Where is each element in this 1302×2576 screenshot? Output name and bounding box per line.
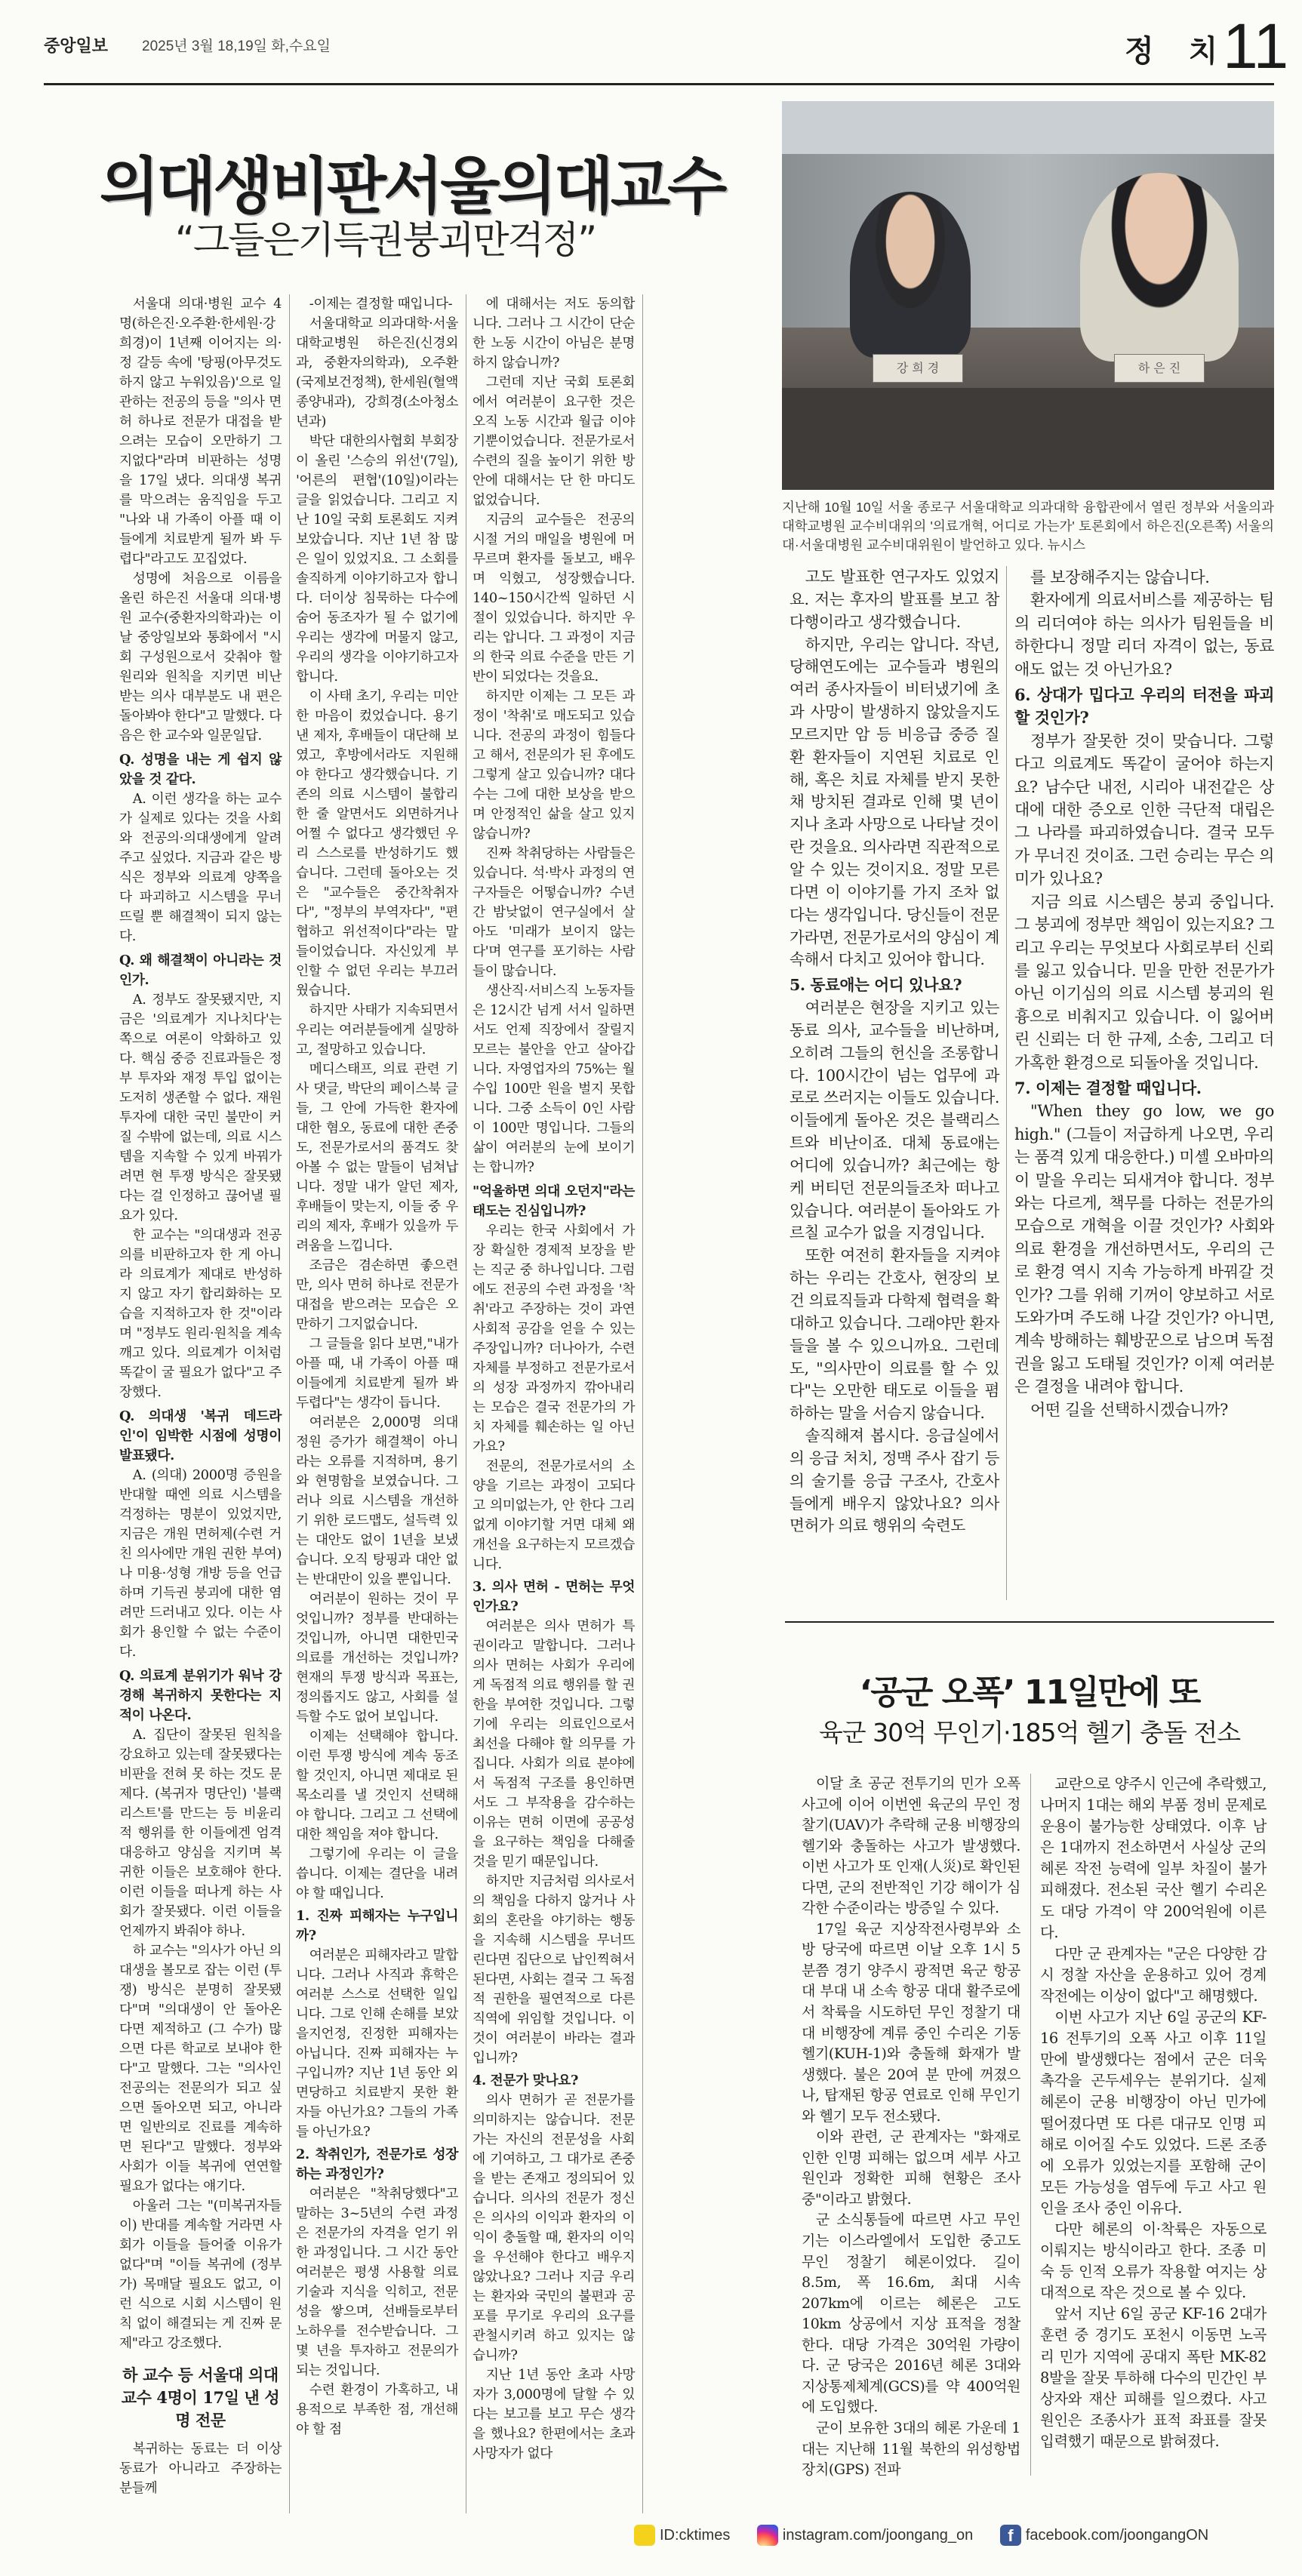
numbered-heading: 6. 상대가 밉다고 우리의 터전을 파괴할 것인가?: [1014, 685, 1274, 728]
paragraph: A. 집단이 잘못된 원칙을 강요하고 있는데 잘못됐다는 비판을 전혀 못 하는 것도 문제다. (복귀자 명단인) '블랙리스트'를 만드는 등 비윤리적 행위를 한 이들에겐 엄격 대응하고 양심을 지키며 복귀한 이들은 보호해야 한다. 이런 이들을 떠나게 하는 사회가 잘못됐다. 이런 이들을 언제까지 봐줘야 하나.: [119, 1727, 282, 1939]
paragraph: 여러분은 "착취당했다"고 말하는 3~5년의 수련 과정은 전문가의 자격을 얻기 위한 과정입니다. 그 시간 동안 여러분은 평생 사용할 의료 기술과 지식을 익히고, 전문성을 쌓으며, 선배들로부터 노하우를 전수받습니다. 그 몇 년을 투자하고 전문의가 되는 것입니다.: [296, 2186, 458, 2378]
column-divider: [1030, 1774, 1031, 2476]
article-column-3: [472, 294, 635, 2464]
sub-article: [785, 1621, 1274, 2489]
name-plate-left: 강 희 경: [873, 354, 963, 383]
main-headline: 의대생비판서울의대교수: [100, 150, 725, 223]
sub-article-column-1: [802, 1774, 1020, 2481]
paragraph: 성명에 처음으로 이름을 올린 하은진 서울대 의대·병원 교수(중환자의학과)는 이날 중앙일보와 통화에서 "시회 구성원으로서 갖춰야 할 원리와 원칙을 지키면 비난받는 의사 대부분도 내 편은 돌아봐야 한다"고 말했다. 다음은 한 교수와 일문일답.: [119, 571, 282, 743]
sub-article-column-2: [1040, 1774, 1267, 2452]
question-line: Q. 성명을 내는 게 쉽지 않았을 것 같다.: [119, 752, 282, 787]
paragraph: 그런데 지난 국회 토론회에서 여러분이 요구한 것은 오직 노동 시간과 월급 이야기뿐이었습니다. 전문가로서 수련의 질을 높이기 위한 방안에 대해서는 단 한 마디도 없었습니다.: [472, 374, 635, 508]
paragraph: 다만 헤론의 이·착륙은 자동으로 이뤄지는 방식이라고 한다. 조종 미숙 등 인적 오류가 작용할 여지는 상대적으로 작은 것으로 볼 수 있다.: [1040, 2220, 1267, 2302]
sub-article-subhead: 육군 30억 무인기·185억 헬기 충돌 전소: [818, 1718, 1241, 1747]
paragraph: A. 정부도 잘못됐지만, 지금은 '의료계가 지나치다'는 쪽으로 여론이 악화하고 있다. 핵심 중증 진료과들은 정부 투자와 재정 투입 없이는 도저히 생존할 수 없다. 재원 투자에 대한 국민 불만이 커질 수밖에 없는데, 의료 시스템을 지속할 수 있게 바꿔가려면 현 투쟁 방식은 잘못됐다는 걸 인정하고 끊어낼 필요가 있다.: [119, 992, 282, 1223]
paragraph: 하지만 지금처럼 의사로서의 책임을 다하지 않거나 사회의 혼란을 야기하는 행동을 지속해 시스템을 무너뜨린다면 집단으로 납인찍혀서 된다면, 사회는 결국 그 독점적 권한을 필연적으로 다른 직역에 위임할 것입니다. 이것이 여러분이 바라는 결과입니까?: [472, 1873, 635, 2066]
paragraph: 하지만 이제는 그 모든 과정이 '착취'로 매도되고 있습니다. 전공의 과정이 힘들다고 해서, 전문의가 된 후에도 그렇게 살고 있습니까? 대다수는 그에 대한 보상을 받으며 안정적인 삶을 살고 있지 않습니까?: [472, 688, 635, 842]
column-divider: [642, 294, 643, 2513]
column-divider: [289, 294, 290, 2513]
paragraph: 의사 면허가 곧 전문가를 의미하지는 않습니다. 전문가는 자신의 전문성을 사회에 기여하고, 그 대가로 존중을 받는 존재고 정의되어 있습니다. 의사의 전문가 정신은 의사의 이익과 환자의 이익이 충돌할 때, 환자의 이익을 우선해야 한다고 배우지 않았나요? 그러나 지금 우리는 환자와 국민의 불편과 공포를 무기로 우리의 요구를 관철시키려 하고 있지는 않습니까?: [472, 2092, 635, 2363]
paragraph: 우리는 한국 사회에서 가장 확실한 경제적 보장을 받는 직군 중 하나입니다. 그럼에도 전공의 수련 과정을 '착취'라고 주장하는 것이 과연 사회적 공감을 얻을 수 있는 주장입니까? 더나아가, 수련 자체를 부정하고 전문가로서의 성장 과정까지 깎아내리는 모습은 결국 전문가의 가치 자체를 훼손하는 일 아닌가요?: [472, 1223, 635, 1454]
page-header: [44, 11, 1289, 82]
paragraph: 여러분은 2,000명 의대 정원 증가가 해결책이 아니라는 오류를 지적하며, 용기와 현명함을 보였습니다. 그러나 의료 시스템을 개선하기 위한 로드맵도, 설득력 있는 대안도 없이 1년을 보냈습니다. 오직 탕핑과 대안 없는 반대만이 있을 뿐입니다.: [296, 1414, 458, 1587]
paragraph: 또한 여전히 환자들을 지켜야 하는 우리는 간호사, 현장의 보건 의료직들과 다학제 협력을 확대하고 있습니다. 그래야만 환자들을 볼 수 있으니까요. 그런데도, "의사만이 의료를 할 수 있다"는 오만한 태도로 이들을 폄하하는 말을 서슴지 않습니다.: [790, 1246, 999, 1423]
paragraph: 정부가 잘못한 것이 맞습니다. 그렇다고 의료계도 똑같이 굴어야 하는지요? 남수단 내전, 시리아 내전같은 상대에 대한 증오로 인한 극단적 대립은 그 나라를 파괴하였습니다. 결국 모두가 무너진 것이죠. 그런 승리는 무슨 의미가 있나요?: [1014, 731, 1274, 888]
paragraph: 환자에게 의료서비스를 제공하는 팀의 리더여야 하는 의사가 팀원들을 비하한다니 정말 리더 자격이 없는, 동료애도 없는 것 아닌가요?: [1014, 591, 1274, 679]
kakaotalk-icon: [634, 2525, 655, 2546]
paragraph: 여러분은 의사 면허가 특권이라고 말합니다. 그러나 의사 면허는 사회가 우리에게 독점적 의료 행위를 할 권한을 부여한 것입니다. 그렇기에 우리는 의료인으로서 최선을 다해야 할 의무를 가집니다. 사회가 의료 분야에서 독점적 구조를 용인하면서도 그 부작용을 감수하는 이유는 면허 이면에 공공성을 요구하는 책임을 다해줄 것을 믿기 때문입니다.: [472, 1618, 635, 1870]
article-column-2: [296, 294, 458, 2439]
sub-article-headline: ‘공군 오폭’ 11일만에 또: [859, 1673, 1200, 1712]
instagram-link[interactable]: instagram.com/joongang_on: [782, 2526, 974, 2544]
paragraph: 를 보장해주지는 않습니다.: [1030, 568, 1210, 586]
photo-person-left: [850, 192, 971, 358]
paragraph: 17일 육군 지상작전사령부와 소방 당국에 따르면 이날 오후 1시 5분쯤 경기 양주시 광적면 육군 항공대 부대 내 소속 항공 대대 활주로에서 착륙을 시도하던 무인 정찰기 대대 비행장에 계류 중인 수리온 기동헬기(KUH-1)와 충돌해 화재가 발생했다. 불은 20여 분 만에 꺼졌으나, 탑재된 항공 연료로 인해 무인기와 헬기 모두 전소됐다.: [802, 1920, 1020, 2125]
paragraph: 서울대 의대·병원 교수 4명(하은진·오주환·한세원·강희경)이 1년째 이어지는 의·정 갈등 속에 '탕핑(아무것도 하지 않고 누워있음)'으로 일관하는 전공의 등을 "의사 면허 하나로 전문가 대접을 받으려는 모습이 오만하기 그지없다"라며 비판하는 성명을 17일 냈다. 의대생 복귀를 막으려는 움직임을 두고 "나와 내 가족이 아플 때 이들에게 치료받게 될까 봐 두렵다"라고도 꼬집었다.: [119, 296, 282, 567]
article-column-1: [119, 294, 282, 2498]
page-number: 11: [1223, 11, 1289, 82]
paragraph: 교란으로 양주시 인근에 추락했고, 나머지 1대는 해외 부품 정비 문제로 운용이 불가능한 상태였다. 이후 남은 1대까지 전소하면서 사실상 군의 헤론 작전 능력에 일부 차질이 불가피해졌다. 전소된 국산 헬기 수리온도 대당 가격이 약 200억원에 이른다.: [1040, 1775, 1267, 1941]
paragraph: 한 교수는 "의대생과 전공의를 비판하고자 한 게 아니라 의료계가 제대로 반성하지 않고 자기 합리화하는 모습을 지적하고자 한 것"이라며 "정부도 원리·원칙을 계속 깨고 있다. 의료계가 이처럼 똑같이 굴 필요가 없다"고 주장했다.: [119, 1227, 282, 1400]
question-line: Q. 의료계 분위기가 워낙 강경해 복귀하지 못한다는 지적이 나온다.: [119, 1668, 282, 1723]
numbered-heading: 1. 진짜 피해자는 누구입니까?: [296, 1908, 458, 1944]
paragraph: 이번 사고가 지난 6일 공군의 KF-16 전투기의 오폭 사고 이후 11일 만에 발생했다는 점에서 군은 더욱 촉각을 곤두세우는 분위기다. 실제 헤론이 군용 비행장이 아닌 민가에 떨어졌다면 또 다른 대규모 인명 피해로 이어질 수도 있었다. 드론 조종에 오류가 있었는지를 포함해 군이 모든 가능성을 염두에 두고 사고 원인을 조사 중인 이유다.: [1040, 2008, 1267, 2217]
paragraph: 박단 대한의사협회 부회장이 올린 '스승의 위선'(7일), '어른의 편협'(10일)이라는 글을 읽었습니다. 그리고 지난 10일 국회 토론회도 지켜보았습니다. 지난 1년 참 많은 일이 있었지요. 그 소회를 솔직하게 이야기하고자 합니다. 더이상 침묵하는 다수에 숨어 동조자가 될 수 없기에 우리는 생각에 머물지 않고, 우리의 생각을 이야기하고자 합니다.: [296, 433, 458, 685]
paragraph: 솔직해져 봅시다. 응급실에서의 응급 처치, 정맥 주사 잡기 등의 술기를 응급 구조사, 간호사들에게 배우지 않았나요? 의사 면허가 의료 행위의 숙련도: [790, 1426, 999, 1535]
paragraph: A. (의대) 2000명 증원을 반대할 때엔 의료 시스템을 걱정하는 명분이 있었지만, 지금은 개원 면허제(수련 거친 의사에만 개원 권한 부여)나 미용·성형 개방 등을 언급하며 기득권 붕괴에 대한 염려만 드러내고 있다. 이는 사회가 용인할 수 없는 수준이다.: [119, 1467, 282, 1660]
photo-caption: 지난해 10월 10일 서울 종로구 서울대학교 의과대학 융합관에서 열린 정부와 서울의과대학교병원 교수비대위의 '의료개혁, 어디로 가는가' 토론회에서 하은진(오른쪽) 서울의대·서울대병원 교수비대위원이 발언하고 있다. 뉴시스: [782, 500, 1274, 552]
question-line: Q. 왜 해결책이 아니라는 것인가.: [119, 953, 282, 988]
page-footer: [634, 2525, 1276, 2555]
kakao-id[interactable]: ID:cktimes: [660, 2526, 731, 2544]
article-column-5: [1014, 566, 1274, 1421]
numbered-heading: 4. 전문가 맞나요?: [472, 2073, 579, 2088]
paragraph: 지금 의료 시스템은 붕괴 중입니다. 그 붕괴에 정부만 책임이 있는지요? 그리고 우리는 무엇보다 사회로부터 신뢰를 잃고 있습니다. 믿을 만한 전문가가 아닌 이기심의 의료 시스템 붕괴의 원흉으로 비춰지고 있습니다. 이 잃어버린 신뢰는 더 한 규제, 소송, 그리고 더 가혹한 환경으로 되돌아올 것입니다.: [1014, 892, 1274, 1072]
photo-desk: [782, 388, 1274, 490]
paragraph: 여러분은 피해자라고 말합니다. 그러나 사직과 휴학은 여러분 스스로 선택한 일입니다. 그로 인해 손해를 보았을지언정, 진정한 피해자는 아닙니다. 진짜 피해자는 누구입니까? 지난 1년 동안 외면당하고 치료받지 못한 환자들 아닌가요? 그들의 가족들 아닌가요?: [296, 1947, 458, 2140]
numbered-heading: 5. 동료애는 어디 있나요?: [790, 976, 962, 995]
paragraph: 그렇기에 우리는 이 글을 씁니다. 이제는 결단을 내려야 할 때입니다.: [296, 1846, 458, 1901]
paragraph: "When they go low, we go high." (그들이 저급하게 나오면, 우리는 품격 있게 대응한다.) 미셸 오바마의 이 말을 우리는 되새겨야 합니다. 정부와는 다르게, 책무를 다하는 전문가의 모습으로 개혁을 이끌 것인가? 사회와 의료 환경을 개선하면서도, 우리의 근로 환경 역시 지속 가능하게 바꿔갈 것인가? 그를 위해 기꺼이 양보하고 서로 도와가며 주도해 나갈 것인가? 아니면, 계속 방해하는 훼방꾼으로 남으며 독점권을 잃고 도태될 것인가? 이제 여러분은 결정을 내려야 합니다.: [1014, 1102, 1274, 1396]
paragraph: 메디스태프, 의료 관련 기사 댓글, 박단의 페이스북 글들, 그 안에 가득한 환자에 대한 혐오, 동료에 대한 존중도, 전문가로서의 품격도 찾아볼 수 없는 말들이 넘쳐납니다. 정말 내가 알던 제자, 후배들이 맞는지, 이들 중 우리의 제자, 후배가 있을까 두려움을 느낍니다.: [296, 1061, 458, 1254]
section-label: 정 치: [1125, 34, 1230, 69]
paragraph: A. 이런 생각을 하는 교수가 실제로 있다는 것을 사회와 전공의·의대생에게 알려주고 싶었다. 지금과 같은 방식은 정부와 의료계 양쪽을 다 파괴하고 시스템을 무너뜨릴 뿐 해결책이 되지 않는다.: [119, 791, 282, 944]
photo-screen: [782, 101, 1274, 154]
name-plate-right: 하 은 진: [1114, 354, 1205, 383]
paragraph: 군이 보유한 3대의 헤론 가운데 1대는 지난해 11월 북한의 위성항법장치(GPS) 전파: [802, 2419, 1020, 2479]
paragraph: 이제는 선택해야 합니다. 이런 투쟁 방식에 계속 동조할 것인지, 아니면 제대로 된 목소리를 낼 것인지 선택해야 합니다. 그리고 그 선택에 대한 책임을 져야 합니다.: [296, 1728, 458, 1842]
paragraph: 이달 초 공군 전투기의 민가 오폭 사고에 이어 이번엔 육군의 무인 정찰기(UAV)가 추락해 군용 비행장의 헬기와 충돌하는 사고가 발생했다. 이번 사고가 또 인재(人災)로 확인된다면, 군의 전반적인 기강 해이가 심각한 수준이라는 방증일 수 있다.: [802, 1775, 1020, 1917]
paragraph: 하지만 사태가 지속되면서 우리는 여러분들에게 실망하고, 절망하고 있습니다.: [296, 1002, 458, 1057]
paragraph: 군 소식통들에 따르면 사고 무인기는 이스라엘에서 도입한 중고도 무인 정찰기 헤론이었다. 길이 8.5m, 폭 16.6m, 최대 시속 207km에 이르는 헤론은 고도 10km 상공에서 지상 표적을 정찰한다. 대당 가격은 30억원 가량이다. 군 당국은 2016년 헤론 3대와 지상통제체계(GCS)를 약 400억원에 도입했다.: [802, 2211, 1020, 2416]
paragraph: 생산직·서비스직 노동자들은 12시간 넘게 서서 일하면서도 언제 직장에서 잘릴지 모르는 불안을 안고 살아갑니다. 자영업자의 75%는 월수입 100만 원을 벌지 못합니다. 그중 소득이 0인 사람이 100만 명입니다. 그들의 삶이 여러분의 눈에 보이기는 합니까?: [472, 983, 635, 1175]
paragraph: 지난 1년 동안 초과 사망자가 3,000명에 달할 수 있다는 보고를 보고 무슨 생각을 했나요? 한편에서는 초과 사망자가 없다: [472, 2367, 635, 2461]
paragraph: 이와 관련, 군 관계자는 "화재로 인한 인명 피해는 없으며 세부 사고 원인과 정확한 피해 현황은 조사 중"이라고 밝혔다.: [802, 2128, 1020, 2208]
paragraph: 여러분이 원하는 것이 무엇입니까? 정부를 반대하는 것입니까, 아니면 대한민국 의료를 개선하는 것입니까? 현재의 투쟁 방식과 목표는, 정의롭지도 않고, 사회를 설득할 수도 없어 보입니다.: [296, 1591, 458, 1725]
header-rule: [44, 83, 1274, 85]
question-line: Q. 의대생 '복귀 데드라인'이 임박한 시점에 성명이 발표됐다.: [119, 1408, 282, 1463]
article-photo: [782, 101, 1274, 490]
numbered-heading: 7. 이제는 결정할 때입니다.: [1014, 1078, 1202, 1097]
paragraph: 서울대학교 의과대학·서울대학교병원 하은진(신경외과, 중환자의학과), 오주환(국제보건정책), 한세원(혈액종양내과), 강희경(소아청소년과): [296, 315, 458, 429]
main-subhead: “그들은기득권붕괴만걱정”: [175, 218, 596, 262]
paragraph: 하 교수는 "의사가 아닌 의대생을 볼모로 잡는 이런 (투쟁) 방식은 분명히 잘못됐다"며 "의대생이 안 돌아온다면 제적하고 (그 수가) 많으면 다른 학교로 보내야 한다"고 말했다. 그는 "의사인 전공의는 전문의가 되고 싶으면 돌아오면 되고, 아니라면 일반의로 진료를 계속하면 된다"고 말했다. 정부와 사회가 이들 복귀에 연연할 필요가 없다는 얘기다.: [119, 1943, 282, 2194]
facebook-link[interactable]: facebook.com/joongangON: [1025, 2526, 1209, 2544]
paragraph: 조금은 겸손하면 좋으련만, 의사 면허 하나로 전문가 대접을 받으려는 모습은 오만하기 그지없습니다.: [296, 1257, 458, 1332]
facebook-icon: f: [1000, 2525, 1021, 2546]
paragraph: 전문의, 전문가로서의 소양을 기르는 과정이 고되다고 의미없는가, 안 한다 그리 없게 이야기할 거면 대체 왜 개선을 요구하는지 모르겠습니다.: [472, 1458, 635, 1572]
issue-date: 2025년 3월 18,19일 화,수요일: [142, 38, 331, 54]
instagram-icon: [757, 2525, 778, 2546]
numbered-heading: 3. 의사 면허 - 면허는 무엇인가요?: [472, 1579, 635, 1614]
article-column-4: [790, 566, 999, 1537]
paragraph: 그 글들을 읽다 보면,"내가 아플 때, 내 가족이 아플 때 이들에게 치료받게 될까 봐 두렵다"는 생각이 듭니다.: [296, 1336, 458, 1411]
paragraph: 어떤 길을 선택하시겠습니까?: [1030, 1400, 1229, 1419]
paragraph: 여러분은 현장을 지키고 있는 동료 의사, 교수들을 비난하며, 오히려 그들의 헌신을 조롱합니다. 100시간이 넘는 업무에 과로로 쓰러지는 이들도 있습니다. 이들에게 돌아온 것은 블랙리스트와 비난이죠. 대체 동료애는 어디에 있습니까? 최근에는 항케 버티던 전문의들조차 떠나고 있습니다. 여러분이 돌아와도 가르칠 교수가 없을 지경입니다.: [790, 999, 999, 1242]
photo-person-right: [1080, 173, 1239, 362]
paragraph: 에 대해서는 저도 동의합니다. 그러나 그 시간이 단순한 노동 시간이 아님은 분명하지 않습니까?: [472, 296, 635, 371]
paragraph: 다만 군 관계자는 "군은 다양한 감시 정찰 자산을 운용하고 있어 경계 작전에는 이상이 없다"고 해명했다.: [1040, 1944, 1267, 2005]
paragraph: 복귀하는 동료는 더 이상 동료가 아니라고 주장하는 분들께: [119, 2441, 282, 2496]
paragraph: -이제는 결정할 때입니다-: [309, 296, 453, 312]
paragraph: 이 사태 초기, 우리는 미안한 마음이 컸었습니다. 용기 낸 제자, 후배들이 대단해 보였고, 후방에서라도 지원해야 한다고 생각했습니다. 기존의 의료 시스템이 불합리한 줄 알면서도 외면하거나 어쩔 수 없다고 생각했던 우리 스스로를 반성하기도 했습니다. 그런데 돌아오는 것은 "교수들은 중간착취자다", "정부의 부역자다", "편협하고 위선적이다"라는 말들이었습니다. 자신있게 부인할 수 없던 우리는 부끄러웠습니다.: [296, 688, 458, 999]
paragraph: 진짜 착취당하는 사람들은 있습니다. 석·박사 과정의 연구자들은 어떻습니까? 수년간 밤낮없이 연구실에서 살아도 '미래가 보이지 않는다'며 연구를 포기하는 사람들이 많습니다.: [472, 845, 635, 979]
newspaper-name: 중앙일보: [44, 36, 109, 55]
section-heading: 하 교수 등 서울대 의대 교수 4명이 17일 낸 성명 전문: [121, 2365, 280, 2430]
paragraph: 앞서 지난 6일 공군 KF-16 2대가 훈련 중 경기도 포천시 이동면 노곡리 민가 지역에 공대지 폭탄 MK-82 8발을 잘못 투하해 다수의 민간인 부상자와 재산 피해를 일으켰다. 사고 원인은 조종사가 표적 좌표를 잘못 입력했기 때문으로 밝혀졌다.: [1040, 2305, 1267, 2450]
paragraph: 지금의 교수들은 전공의 시절 거의 매일을 병원에 머무르며 환자를 돌보고, 배우며 익혔고, 성장했습니다. 140~150시간씩 일하던 시절이 있었습니다. 하지만 우리는 압니다. 그 과정이 지금의 한국 의료 수준을 만든 기반이 되었다는 것을요.: [472, 512, 635, 685]
column-divider: [1006, 566, 1007, 1600]
paragraph: 하지만, 우리는 압니다. 작년, 당해연도에는 교수들과 병원의 여러 종사자들이 비터냈기에 초과 사망이 발생하지 않았을지도 모르지만 암 등 비응급 중증 질환 환자들이 지연된 치료로 인해, 혹은 치료 자체를 받지 못한 채 방치된 결과로 인해 몇 년이 지나 초과 사망으로 나타날 것이란 것을요. 의사라면 직관적으로 알 수 있는 것이지요. 정말 모른다면 이 이야기를 가지 조차 없다는 생각입니다. 당신들이 전문가라면, 전문가로서의 양심이 계속해서 다치고 있어야 합니다.: [790, 635, 999, 969]
numbered-heading: 2. 착취인가, 전문가로 성장하는 과정인가?: [296, 2147, 458, 2182]
question-line: "억울하면 의대 오던지"라는 태도는 진심입니까?: [472, 1183, 635, 1219]
paragraph: 수련 환경이 가혹하고, 내용적으로 부족한 점, 개선해야 할 점: [296, 2382, 458, 2437]
paragraph: 아울러 그는 "(미복귀자들이) 반대를 계속할 거라면 사회가 이들을 들어줄 이유가 없다"며 "이들 복귀에 (정부가) 목매달 필요도 없고, 이런 식으로 시회 시스템이 원칙 없이 해결되는 게 진짜 문제"라고 강조했다.: [119, 2198, 282, 2351]
paragraph: 고도 발표한 연구자도 있었지요. 저는 후자의 발표를 보고 참 다행이라고 생각했습니다.: [790, 568, 999, 631]
